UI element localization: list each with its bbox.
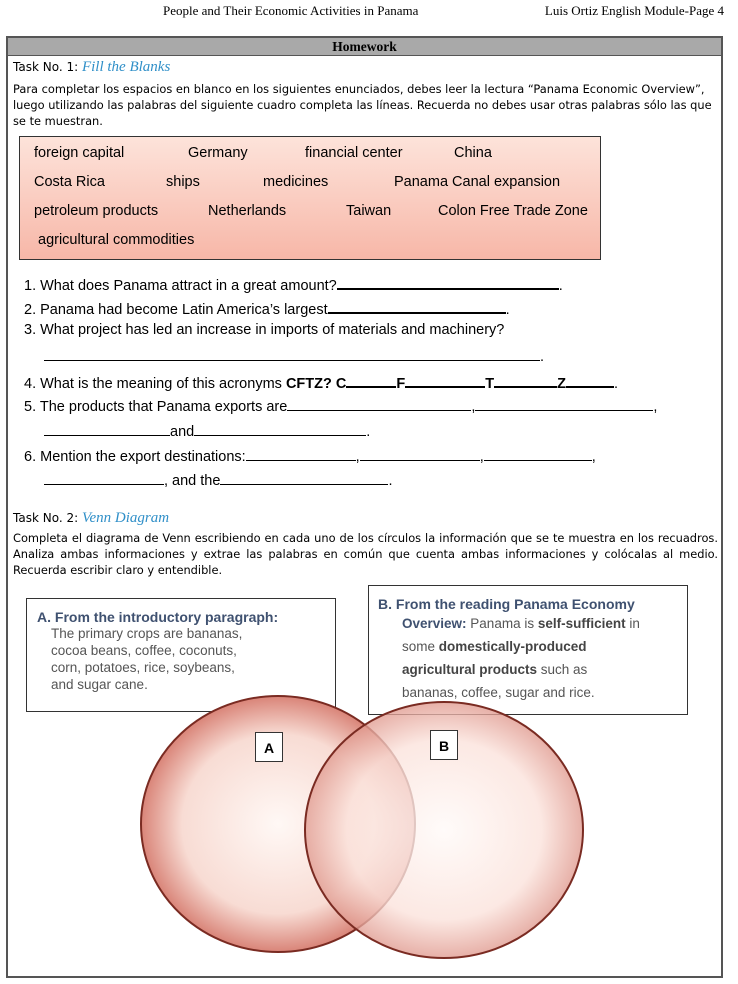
task2-label: Task No. 2: [13,511,79,525]
answer-blank[interactable] [337,274,559,290]
info-box-a-line: The primary crops are bananas, [51,626,243,641]
answer-blank[interactable] [44,470,164,485]
word-bank-item: medicines [263,174,329,190]
info-box-b-line [402,658,687,681]
question-4-text: 4. What is the meaning of this acronyms [24,376,282,392]
answer-blank[interactable] [246,446,356,461]
info-box-a-line: cocoa beans, coffee, coconuts, [51,643,237,658]
word-bank-item: financial center [305,145,403,161]
acronym-letter-f: F [396,376,406,392]
page-header-title: People and Their Economic Activities in Panama [163,3,419,18]
task1-heading [13,59,170,76]
acronym-letter-t: T [485,376,495,392]
answer-blank[interactable] [475,396,653,411]
question-4: 4. What is the meaning of this acronyms CFTZ? C F T Z . [24,372,618,392]
question-5-and: and [170,424,195,440]
info-box-b-text: such as [537,662,588,677]
page-header-module: Luis Ortiz English Module-Page 4 [544,3,724,18]
word-bank-item: agricultural commodities [38,232,195,248]
question-5: 5. The products that Panama exports are , , [24,396,657,415]
info-box-b-text: Overview: [402,616,467,631]
acronym-letter-c: C [335,376,347,392]
question-2: 2. Panama had become Latin America’s largest . [24,298,510,318]
info-box-b-text: self-sufficient [537,616,626,631]
question-3-answer-line: . [44,346,544,365]
word-bank-item: China [454,145,492,161]
info-box-b-line [402,635,687,658]
word-bank-item: Costa Rica [34,174,105,190]
answer-blank[interactable] [346,372,396,388]
info-box-b-text: in [625,616,640,631]
task2-heading [13,510,169,527]
word-bank-item: Panama Canal expansion [394,174,561,190]
question-3-text: 3. What project has led an increase in imports of materials and machinery? [24,322,505,338]
question-1: 1. What does Panama attract in a great amount? . [24,274,563,294]
answer-blank[interactable] [287,396,471,411]
word-bank-item: Netherlands [208,203,287,219]
answer-blank[interactable] [494,372,557,388]
word-bank-item: Taiwan [346,203,392,219]
word-bank [19,136,601,260]
question-6-text: 6. Mention the export destinations: [24,449,246,465]
homework-title: Homework [8,38,721,56]
info-box-a-line: and sugar cane. [51,677,148,692]
info-box-b-line: bananas, coffee, sugar and rice. [402,685,595,700]
info-box-a-line: corn, potatoes, rice, soybeans, [51,660,235,675]
word-bank-item: Germany [188,145,248,161]
answer-blank[interactable] [220,470,388,485]
task1-instructions: Para completar los espacios en blanco en los siguientes enunciados, debes leer la lectura “Panama Economic Overview”, luego utilizando las palabras del siguiente cuadro completa las líneas. Recuerda no debes usar otras palabras sólo las que se te muestran. [13,82,712,128]
question-6-continued: , and the . [44,470,392,489]
answer-blank[interactable] [194,421,366,436]
info-box-b-text: agricultural products [402,662,538,677]
question-2-text: 2. Panama had become Latin America’s largest [24,302,328,318]
task1-title: Fill the Blanks [81,59,171,75]
acronym-letter-z: Z [557,376,566,392]
task2-instructions: Completa el diagrama de Venn escribiendo en cada uno de los círculos la información que se te muestra en los recuadros. Analiza ambas informaciones y extrae las palabras en común que cuenta ambas informaciones y colócalas al medio. Recuerda escribir claro y entendible. [13,531,718,577]
info-box-b-heading: B. From the reading Panama Economy [378,596,635,612]
answer-blank[interactable] [360,446,480,461]
venn-diagram [136,692,596,962]
question-3 [24,322,504,338]
info-box-b-text: domestically-produced [438,639,587,654]
answer-blank[interactable] [328,298,506,314]
word-bank-item: petroleum products [34,203,159,219]
question-1-text: 1. What does Panama attract in a great amount? [24,278,337,294]
venn-label-a: A [255,732,283,762]
answer-blank[interactable] [44,346,540,361]
info-box-b-line [402,612,687,635]
word-bank-item: foreign capital [34,145,125,161]
venn-label-b: B [430,730,458,760]
info-box-a-heading: A. From the introductory paragraph: [37,609,279,625]
answer-blank[interactable] [44,421,170,436]
question-6: 6. Mention the export destinations: , , , [24,446,596,465]
word-bank-item: Colon Free Trade Zone [438,203,588,219]
info-box-b-text: Panama is [466,616,538,631]
word-bank-item: ships [166,174,200,190]
task1-label: Task No. 1: [13,60,79,74]
task2-title: Venn Diagram [81,510,170,526]
question-5-text: 5. The products that Panama exports are [24,399,288,415]
question-4-acronym: CFTZ? [285,376,332,392]
info-box-b-text: some [402,639,439,654]
answer-blank[interactable] [405,372,485,388]
answer-blank[interactable] [484,446,592,461]
question-5-continued: and . [44,421,370,440]
question-6-and: , and the [164,473,221,489]
answer-blank[interactable] [566,372,614,388]
